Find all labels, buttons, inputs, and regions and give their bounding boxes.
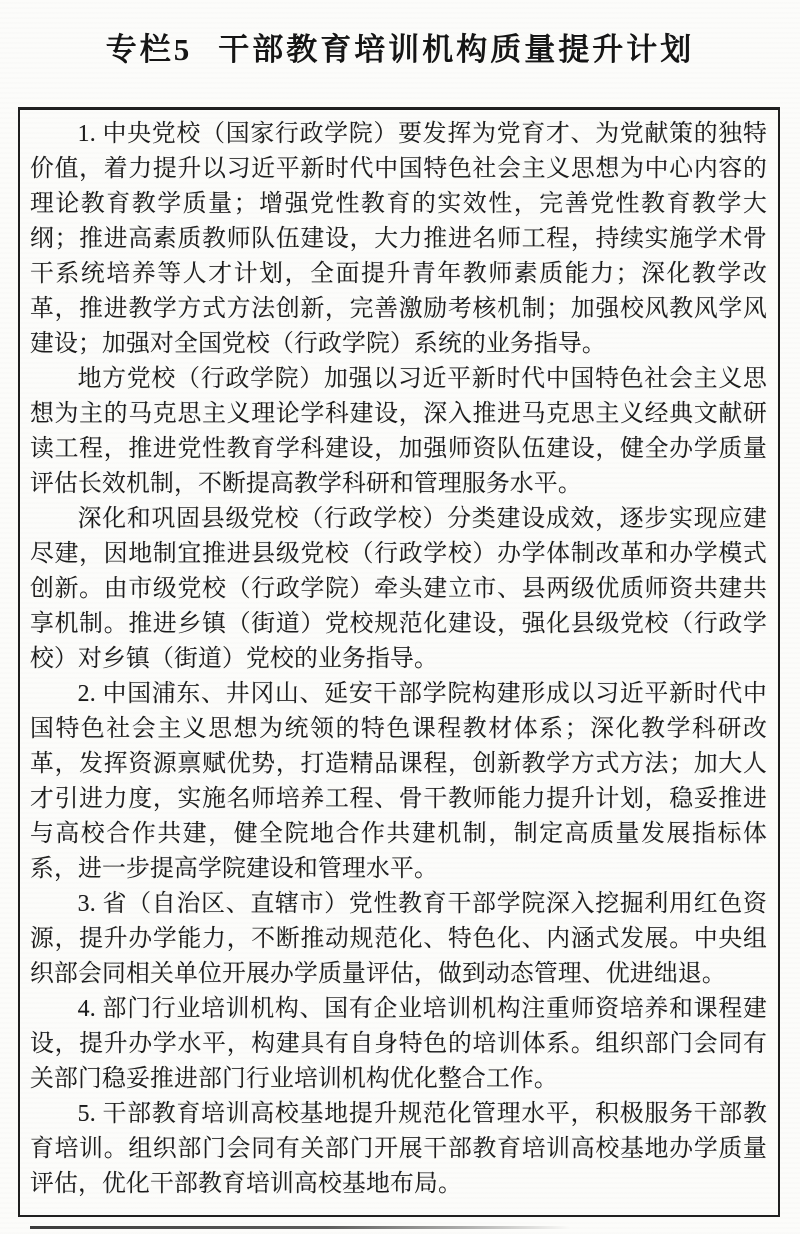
bordered-text-box [18, 107, 780, 1217]
paragraph-item-1-county-schools: 深化和巩固县级党校（行政学校）分类建设成效，逐步实现应建尽建，因地制宜推进县级党校（行政学校）办学体制改革和办学模式创新。由市级党校（行政学院）牵头建立市、县两级优质师资共建共享机制。推进乡镇（街道）党校规范化建设，强化县级党校（行政学校）对乡镇（街道）党校的业务指导。 [30, 506, 767, 672]
paragraph-item-3: 3. 省（自治区、直辖市）党性教育干部学院深入挖掘利用红色资源，提升办学能力，不断推动规范化、特色化、内涵式发展。中央组织部会同相关单位开展办学质量评估，做到动态管理、优进绌退。 [30, 891, 767, 987]
paragraph-item-2: 2. 中国浦东、井冈山、延安干部学院构建形成以习近平新时代中国特色社会主义思想为统领的特色课程教材体系；深化教学科研改革，发挥资源禀赋优势，打造精品课程，创新教学方式方法；加大人才引进力度，实施名师培养工程、骨干教师能力提升计划，稳妥推进与高校合作共建，健全院地合作共建机制，制定高质量发展指标体系，进一步提高学院建设和管理水平。 [30, 681, 767, 882]
page-title-text: 干部教育培训机构质量提升计划 [218, 32, 695, 67]
paragraph-item-5: 5. 干部教育培训高校基地提升规范化管理水平，积极服务干部教育培训。组织部门会同有关部门开展干部教育培训高校基地办学质量评估，优化干部教育培训高校基地布局。 [30, 1101, 767, 1197]
scan-artifact-line [30, 1226, 570, 1229]
paragraph-item-1-local-schools: 地方党校（行政学院）加强以习近平新时代中国特色社会主义思想为主的马克思主义理论学科建设，深入推进马克思主义经典文献研读工程，推进党性教育学科建设，加强师资队伍建设，健全办学质量评估长效机制，不断提高教学科研和管理服务水平。 [30, 366, 767, 497]
paragraph-item-1: 1. 中央党校（国家行政学院）要发挥为党育才、为党献策的独特价值，着力提升以习近平新时代中国特色社会主义思想为中心内容的理论教育教学质量；增强党性教育的实效性，完善党性教育教学大纲；推进高素质教师队伍建设，大力推进名师工程，持续实施学术骨干系统培养等人才计划，全面提升青年教师素质能力；深化教学改革，推进教学方式方法创新，完善激励考核机制；加强校风教风学风建设；加强对全国党校（行政学院）系统的业务指导。 [30, 121, 767, 357]
page-title-column-number: 专栏5 [105, 32, 193, 67]
page-title [0, 24, 800, 69]
paragraph-item-4: 4. 部门行业培训机构、国有企业培训机构注重师资培养和课程建设，提升办学水平，构建具有自身特色的培训体系。组织部门会同有关部门稳妥推进部门行业培训机构优化整合工作。 [30, 996, 767, 1092]
